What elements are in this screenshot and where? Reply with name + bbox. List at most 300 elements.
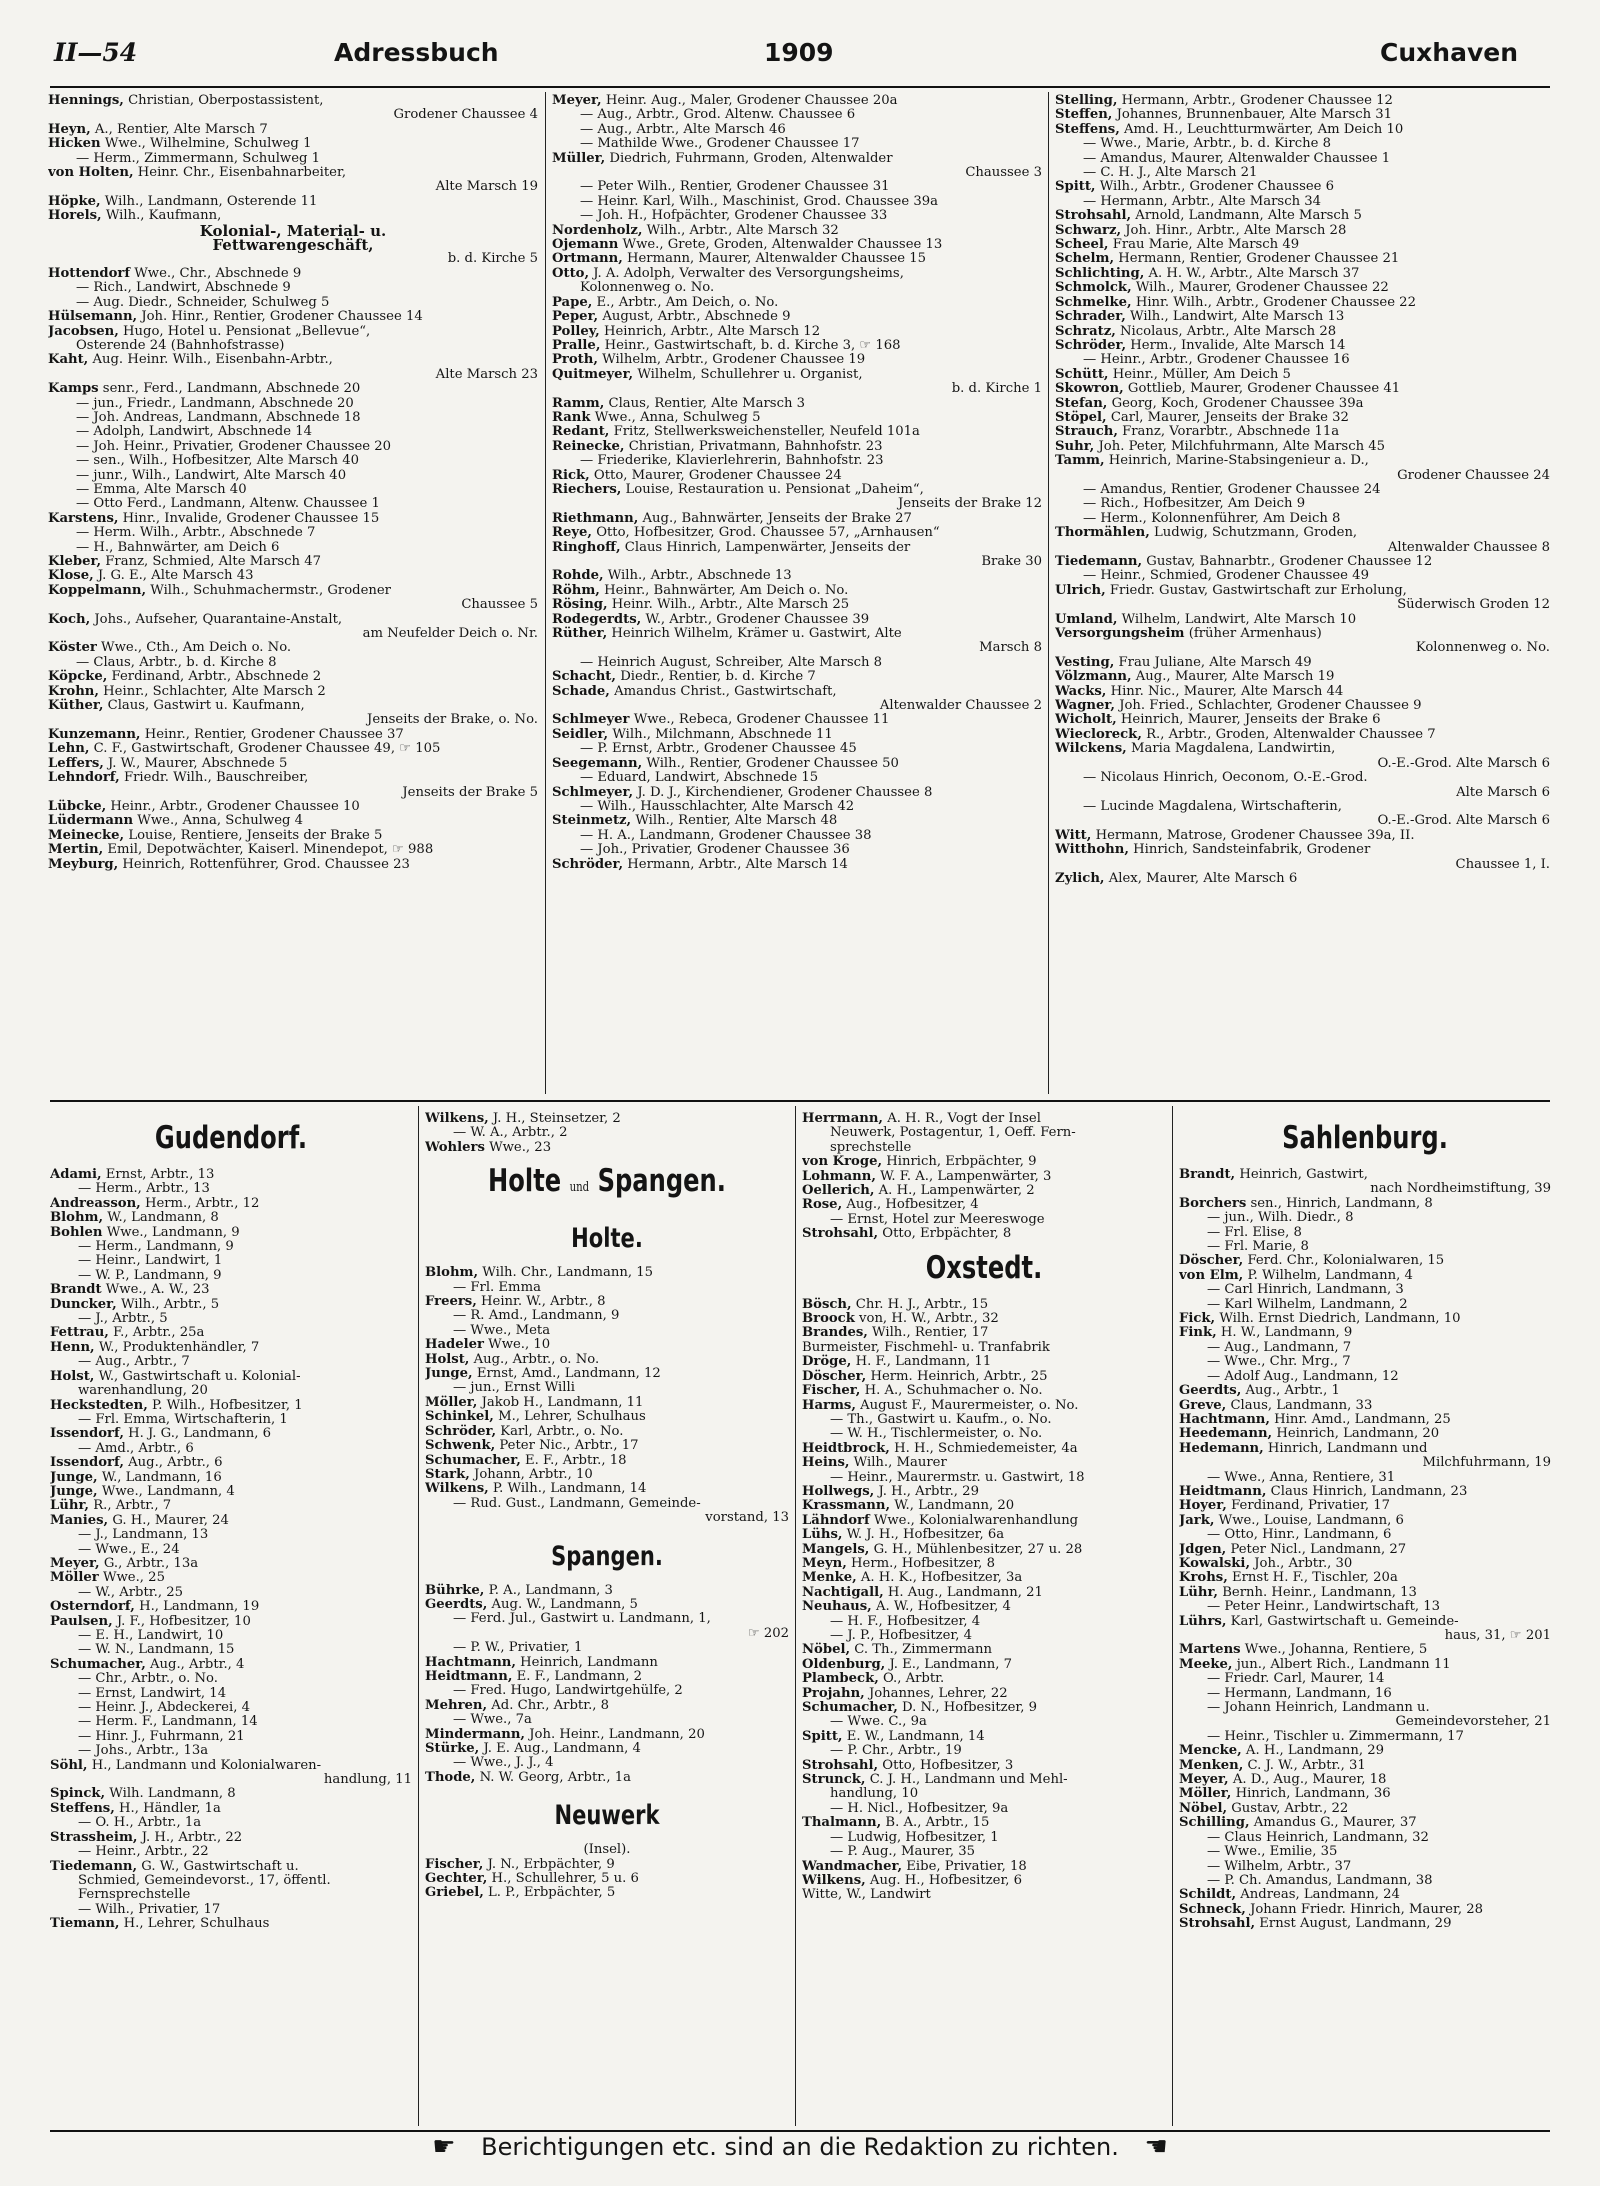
entry-continuation [1179,1715,1551,1729]
book-year: 1909 [764,38,834,67]
directory-entry [802,1586,1166,1600]
entry-details: — Heinr., Arbtr., Grodener Chaussee 16 [1083,352,1350,368]
entry-details: — Mathilde Wwe., Grodener Chaussee 17 [580,136,860,152]
entry-details: b. d. Kirche 1 [951,381,1042,397]
entry-name: Andreasson, [50,1195,141,1211]
entry-details: W., Landmann, 20 [890,1498,1015,1514]
entry-details: Wilh., Schuhmachermstr., Grodener [146,582,391,598]
entry-details: Osterende 24 (Bahnhofstrasse) [76,337,285,353]
entry-name: von Kroge, [802,1154,883,1170]
directory-entry [1055,224,1550,238]
entry-name: Junge, [425,1366,473,1382]
entry-name: Holst, [425,1351,470,1367]
entry-name: Schmolck, [1055,280,1132,296]
entry-details: J. E., Landmann, 7 [885,1656,1012,1672]
entry-continuation [552,641,1042,655]
entry-details: — Aug., Landmann, 7 [1207,1339,1352,1355]
entry-name: Heyn, [48,121,91,137]
entry-continuation [48,252,538,266]
entry-name: Osterndorf, [50,1599,135,1615]
entry-name: Oellerich, [802,1183,875,1199]
entry-continuation [1055,353,1550,367]
entry-details: — Adolf Aug., Landmann, 12 [1207,1368,1399,1384]
entry-details: — J., Arbtr., 5 [78,1311,168,1327]
entry-name: Völzmann, [1055,669,1132,685]
directory-entry [802,1155,1166,1169]
directory-entry [50,1787,412,1801]
entry-name: Oldenburg, [802,1656,886,1672]
entry-name: Spinck, [50,1786,106,1802]
entry-name: Lehn, [48,741,90,757]
entry-continuation [1179,1672,1551,1686]
entry-details: Alte Marsch 6 [1456,784,1550,800]
directory-entry [552,353,1042,367]
column-divider [545,92,546,1094]
entry-details: W., Landmann, 16 [97,1469,222,1485]
entry-continuation [48,425,538,439]
directory-entry [1179,1557,1551,1571]
entry-details: B. A., Arbtr., 15 [881,1815,990,1831]
entry-details: W., Arbtr., Grodener Chaussee 39 [641,611,870,627]
entry-continuation [425,1309,789,1323]
entry-details: — P. Ch. Amandus, Landmann, 38 [1207,1872,1433,1888]
entry-name: Stefan, [1055,395,1108,411]
entry-continuation [50,1384,412,1398]
directory-entry [50,1298,412,1312]
entry-details: Eibe, Privatier, 18 [902,1858,1027,1874]
entry-details: Altenwalder Chaussee 8 [1387,539,1550,555]
directory-entry [1055,440,1550,454]
entry-continuation [50,1254,412,1268]
entry-continuation [552,742,1042,756]
entry-name: Wilkens, [425,1112,489,1126]
directory-entry [50,1427,412,1441]
directory-entry [552,757,1042,771]
entry-name: Nachtigall, [802,1584,884,1600]
directory-entry [552,339,1042,353]
entry-continuation [425,1627,789,1641]
entry-details: Herm., Invalide, Alte Marsch 14 [1126,337,1346,353]
entry-details: — Heinr. Karl, Wilh., Maschinist, Grod. Chaussee 39a [580,193,938,209]
entry-details: Aug., Arbtr., 1 [1241,1383,1340,1399]
directory-entry [802,1528,1166,1542]
entry-details: — Wwe., Anna, Rentiere, 31 [1207,1469,1396,1485]
entry-continuation [425,1843,789,1857]
entry-name: Wilkens, [425,1481,489,1497]
entry-continuation [802,1888,1166,1902]
directory-entry [425,1410,789,1424]
entry-details: — J. P., Hofbesitzer, 4 [830,1628,973,1643]
entry-details: H., Lehrer, Schulhaus [119,1916,270,1932]
directory-entry [1055,526,1550,540]
entry-name: Hicken [48,136,101,152]
entry-name: Lehndorf, [48,770,120,786]
directory-entry [1179,1269,1551,1283]
entry-details: — Wwe., Chr. Mrg., 7 [1207,1354,1351,1370]
entry-details: — Frl. Elise, 8 [1207,1224,1302,1240]
entry-name: Krohn, [48,683,99,699]
entry-details: Marsch 8 [979,640,1042,656]
entry-continuation [802,1341,1166,1355]
entry-details: — Wwe., Emilie, 35 [1207,1844,1338,1860]
entry-details: — P. W., Privatier, 1 [453,1640,583,1656]
entry-details: Aug. W., Landmann, 5 [487,1596,638,1612]
directory-entry [50,1341,412,1355]
entry-name: Köpcke, [48,669,108,685]
entry-name: Strohsahl, [802,1757,879,1773]
entry-name: Jark, [1179,1512,1215,1528]
directory-entry [1179,1773,1551,1787]
directory-entry [552,584,1042,598]
directory-entry [425,1454,789,1468]
directory-entry [802,1874,1166,1888]
entry-name: Klose, [48,568,94,584]
entry-details: — Wilh., Privatier, 17 [78,1901,221,1917]
entry-details: — Frl. Marie, 8 [1207,1239,1309,1255]
entry-name: Tiedemann, [50,1858,138,1874]
entry-details: H., Landmann, 19 [134,1599,260,1615]
entry-name: Hachtmann, [425,1654,516,1670]
entry-details: — Joh. H., Hofpächter, Grodener Chaussee 33 [580,208,888,224]
directory-entry [802,1384,1166,1398]
entry-name: Krohs, [1179,1570,1228,1586]
entry-details: G., Arbtr., 13a [99,1555,199,1571]
entry-name: Menke, [802,1570,857,1586]
entry-details: Wwe., Cth., Am Deich o. No. [96,640,292,656]
directory-entry [425,1872,789,1886]
entry-continuation [48,180,538,194]
entry-details: Burmeister, Fischmehl- u. Tranfabrik [802,1339,1050,1355]
entry-name: Kleber, [48,554,102,569]
entry-name: Strohsahl, [1055,208,1132,224]
entry-name: Fick, [1179,1311,1216,1327]
entry-details: — jun., Ernst Willi [453,1380,575,1396]
entry-details: J. F., Hofbesitzer, 10 [112,1613,251,1629]
entry-details: Diedrich, Fuhrmann, Groden, Altenwalder [605,150,893,166]
directory-entry [802,1672,1166,1686]
entry-continuation [1179,1874,1551,1888]
entry-details: R., Arbtr., 7 [89,1498,172,1514]
entry-name: Bohlen [50,1224,103,1240]
entry-name: Paulsen, [50,1613,113,1629]
entry-name: Zylich, [1055,870,1105,886]
entry-details: Jenseits der Brake 12 [897,496,1042,512]
entry-name: Wilckens, [1055,741,1127,757]
entry-continuation [50,1442,412,1456]
entry-details: — sen., Wilh., Hofbesitzer, Alte Marsch 40 [76,453,360,469]
entry-name: Pape, [552,294,593,310]
entry-continuation [48,713,538,727]
entry-details: Arnold, Landmann, Alte Marsch 5 [1131,208,1362,224]
entry-details: — Lucinde Magdalena, Wirtschafterin, [1083,798,1342,814]
entry-details: Fernsprechstelle [78,1887,191,1903]
entry-name: Nöbel, [1179,1800,1228,1816]
directory-entry [425,1338,789,1352]
directory-entry [552,224,1042,238]
directory-entry [1179,1499,1551,1513]
entry-name: Broock [802,1311,855,1327]
entry-name: Heckstedten, [50,1397,148,1413]
entry-name: Bührke, [425,1582,485,1598]
entry-continuation [1179,1600,1551,1614]
entry-continuation [802,1802,1166,1816]
entry-details: — Heinr. J., Abdeckerei, 4 [78,1700,250,1716]
entry-name: von Elm, [1179,1267,1244,1283]
entry-name: Söhl, [50,1757,88,1773]
entry-details: Jenseits der Brake 5 [402,784,538,800]
entry-name: Menken, [1179,1757,1244,1773]
entry-details: Andreas, Landmann, 24 [1236,1887,1400,1903]
entry-details: Wilh. Ernst Diedrich, Landmann, 10 [1215,1311,1461,1327]
directory-entry [425,1699,789,1713]
entry-details: Otto, Hofbesitzer, 3 [878,1757,1014,1773]
entry-details: — Herm. Wilh., Arbtr., Abschnede 7 [76,525,316,541]
entry-details: Aug., Arbtr., o. No. [469,1351,600,1367]
entry-name: Köster [48,640,97,656]
entry-details: (früher Armenhaus) [1184,626,1322,642]
entry-details: Grodener Chaussee 4 [393,107,538,123]
entry-name: Rodegerdts, [552,611,642,627]
entry-continuation [48,152,538,166]
entry-details: H. J. G., Landmann, 6 [123,1426,271,1442]
entry-details: Hinr. Nic., Maurer, Alte Marsch 44 [1106,683,1344,699]
entry-details: — Friedr. Carl, Maurer, 14 [1207,1671,1385,1687]
entry-details: J. W., Maurer, Abschnede 5 [103,755,288,771]
entry-name: Seidler, [552,726,609,742]
entry-details: Gustav, Bahnarbtr., Grodener Chaussee 12 [1142,554,1433,569]
entry-name: Greve, [1179,1397,1227,1413]
entry-continuation [425,1324,789,1338]
directory-entry [552,627,1042,641]
directory-entry [50,1615,412,1629]
directory-entry [1055,555,1550,569]
entry-name: Neuhaus, [802,1599,872,1615]
entry-details: Ludwig, Schutzmann, Groden, [1149,525,1358,541]
entry-name: Schwarz, [1055,222,1122,238]
entry-details: — Hermann, Landmann, 16 [1207,1685,1392,1701]
entry-name: Hennings, [48,94,124,108]
entry-name: Leffers, [48,755,104,771]
entry-details: — R. Amd., Landmann, 9 [453,1308,620,1324]
directory-entry [802,1514,1166,1528]
entry-continuation [552,281,1042,295]
entry-name: Henn, [50,1339,95,1355]
entry-details: J. D. J., Kirchendiener, Grodener Chaussee 8 [633,784,933,800]
directory-entry [802,1600,1166,1614]
entry-details: Gustav, Arbtr., 22 [1227,1800,1349,1816]
entry-details: — H. F., Hofbesitzer, 4 [830,1613,981,1629]
directory-entry [48,757,538,771]
page-footer [0,2132,1600,2162]
directory-entry [425,1742,789,1756]
entry-details: nach Nordheimstiftung, 39 [1370,1181,1551,1197]
entry-details: P. Wilh., Hofbesitzer, 1 [147,1397,303,1413]
entry-name: Ortmann, [552,251,623,267]
entry-details: Herm. Heinrich, Arbtr., 25 [866,1368,1048,1384]
entry-name: Riechers, [552,481,622,497]
entry-continuation [1179,1456,1551,1470]
directory-entry [802,1399,1166,1413]
directory-entry [1055,368,1550,382]
entry-details: D. N., Hofbesitzer, 9 [897,1700,1038,1716]
directory-entry [552,786,1042,800]
entry-details: Claus, Gastwirt u. Kaufmann, [103,698,305,714]
directory-entry [1055,454,1550,468]
directory-entry [1055,584,1550,598]
entry-details: Wwe., Rebeca, Grodener Chaussee 11 [629,712,890,728]
entry-continuation [48,296,538,310]
entry-continuation [1055,166,1550,180]
directory-entry [48,613,538,627]
entry-continuation [1179,1182,1551,1196]
entry-name: Nordenholz, [552,222,643,238]
entry-details: — Hermann, Arbtr., Alte Marsch 34 [1083,193,1322,209]
entry-details: Johannes, Lehrer, 22 [864,1685,1008,1701]
entry-continuation [1179,1528,1551,1542]
entry-continuation [48,541,538,555]
directory-entry [1179,1326,1551,1340]
entry-details: — Heinrich August, Schreiber, Alte Marsch 8 [580,654,883,670]
entry-details: W., Gastwirtschaft u. Kolonial- [94,1368,301,1384]
header-rule [50,86,1550,88]
footer-note: Berichtigungen etc. sind an die Redaktion zu richten. [481,2133,1119,2161]
entry-details: — J., Landmann, 13 [78,1527,209,1543]
entry-continuation [552,166,1042,180]
entry-details: Friedr. Gustav, Gastwirtschaft zur Erholung, [1105,582,1407,598]
entry-name: Brandt [50,1282,102,1298]
entry-details: Heinrich, Rottenführer, Grod. Chaussee 23 [118,856,410,872]
entry-name: Borchers [1179,1195,1247,1211]
directory-entry [48,137,538,151]
entry-details: Wilh., Rentier, Grodener Chaussee 50 [642,755,899,771]
entry-details: C. Th., Zimmermann [850,1642,992,1658]
entry-continuation [1179,1687,1551,1701]
entry-details: — H. Nicl., Hofbesitzer, 9a [830,1800,1009,1816]
entry-continuation [1055,641,1550,655]
entry-continuation [1055,569,1550,583]
directory-entry [802,1227,1166,1241]
entry-details: E., Arbtr., Am Deich, o. No. [592,294,779,310]
entry-name: Redant, [552,424,610,440]
entry-name: Stelling, [1055,94,1118,108]
directory-entry [1179,1485,1551,1499]
entry-details: Heinr., Bahnwärter, Am Deich o. No. [599,582,849,598]
entry-name: Mindermann, [425,1726,526,1742]
directory-entry [552,541,1042,555]
entry-name: Dröge, [802,1354,852,1370]
entry-details: — Claus Heinrich, Landmann, 32 [1207,1829,1429,1845]
section-heading: Gudendorf. [154,1120,308,1156]
entry-details: M., Lehrer, Schulhaus [493,1409,646,1425]
entry-details: Hermann, Rentier, Grodener Chaussee 21 [1114,251,1400,267]
entry-continuation [1179,1860,1551,1874]
directory-entry [50,1831,412,1845]
entry-name: Reye, [552,525,592,541]
pointing-hand-right-icon: ☛ [432,2132,456,2162]
entry-continuation [552,454,1042,468]
entry-name: Thormählen, [1055,525,1150,541]
directory-entry [1055,411,1550,425]
directory-entry [1055,310,1550,324]
directory-entry [425,1858,789,1872]
entry-continuation [1179,1370,1551,1384]
entry-continuation [425,1641,789,1655]
directory-entry [1179,1543,1551,1557]
entry-details: P. A., Landmann, 3 [484,1582,613,1598]
entry-details: — Ferd. Jul., Gastwirt u. Landmann, 1, [453,1611,711,1627]
entry-details: — Nicolaus Hinrich, Oeconom, O.-E.-Grod. [1083,770,1368,786]
entry-details: — Eduard, Landwirt, Abschnede 15 [580,770,819,786]
directory-entry [48,555,538,569]
directory-entry [1179,1903,1551,1917]
entry-details: Heinrich, Marine-Stabsingenieur a. D., [1104,453,1369,469]
directory-entry [48,670,538,684]
entry-details: E. F., Arbtr., 18 [520,1452,627,1468]
entry-details: — H., Bahnwärter, am Deich 6 [76,539,280,555]
entry-details: Wwe., Louise, Landmann, 6 [1214,1512,1404,1528]
entry-name: Lühr, [50,1498,90,1514]
entry-name: Mehren, [425,1697,488,1713]
directory-entry [425,1728,789,1742]
entry-details: Hinr. Amd., Landmann, 25 [1269,1411,1451,1427]
directory-entry [1179,1643,1551,1657]
directory-entry [425,1439,789,1453]
directory-column [1055,94,1550,886]
entry-continuation [1179,1211,1551,1225]
entry-details: handlung, 11 [323,1772,412,1788]
entry-details: — Heinr., Arbtr., 22 [78,1844,209,1860]
entry-name: Junge, [50,1483,98,1499]
entry-details: — Herm., Kolonnenführer, Am Deich 8 [1083,510,1341,526]
entry-name: Issendorf, [50,1455,124,1471]
entry-details: H. W., Landmann, 9 [1216,1325,1353,1341]
entry-details: — P. Aug., Maurer, 35 [830,1844,975,1860]
directory-entry [48,699,538,713]
directory-column [48,94,538,872]
entry-details: Hermann, Arbtr., Alte Marsch 14 [623,856,848,872]
directory-entry [50,1557,412,1571]
entry-details: — Joh. Heinr., Privatier, Grodener Chaussee 20 [76,438,392,454]
directory-entry [1055,742,1550,756]
entry-details: Heinr., Arbtr., Grodener Chaussee 10 [106,798,360,814]
entry-continuation [1055,497,1550,511]
entry-details: Fritz, Stellwerksweichensteller, Neufeld 101a [609,424,920,440]
entry-details: Wwe., Anna, Schulweg 4 [133,813,304,829]
entry-continuation [50,1312,412,1326]
entry-details: W., Landmann, 8 [103,1210,219,1226]
entry-continuation [552,180,1042,194]
directory-entry [1179,1615,1551,1629]
entry-continuation [1055,152,1550,166]
entry-details: Fettwarengeschäft, [212,236,374,255]
column-divider [1172,1106,1173,2126]
entry-details: Wwe., Wilhelmine, Schulweg 1 [100,136,312,152]
entry-details: L. P., Erbpächter, 5 [483,1885,616,1901]
entry-details: C. J. H., Landmann und Mehl- [865,1772,1068,1788]
entry-continuation [50,1730,412,1744]
entry-details: — Amd., Arbtr., 6 [78,1440,194,1456]
entry-details: Ferdinand, Arbtr., Abschnede 2 [107,669,322,685]
entry-details: Wilh. Chr., Landmann, 15 [478,1265,654,1281]
directory-entry [48,123,538,137]
directory-entry [1179,1384,1551,1398]
entry-continuation [1055,512,1550,526]
directory-entry [48,325,538,339]
page-header [54,38,1546,80]
entry-details: Aug., Bahnwärter, Jenseits der Brake 27 [638,510,912,526]
directory-entry [50,1211,412,1225]
entry-name: Brandes, [802,1325,868,1341]
